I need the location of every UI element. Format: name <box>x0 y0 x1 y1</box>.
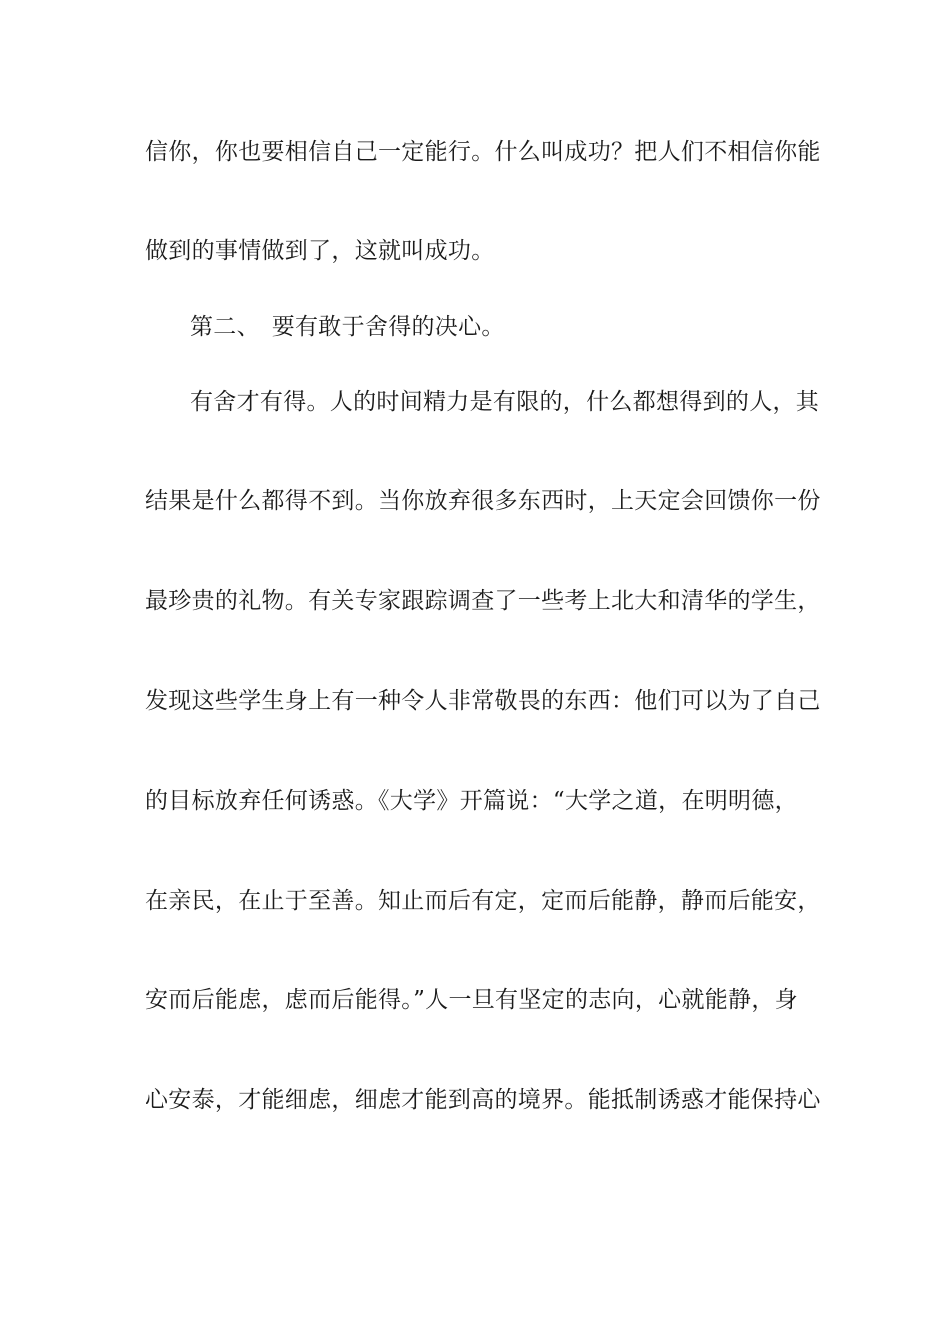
paragraph-line: 最珍贵的礼物。有关专家跟踪调查了一些考上北大和清华的学生， <box>145 588 821 614</box>
section-heading: 第二、 要有敢于舍得的决心。 <box>190 314 505 340</box>
paragraph-line: 安而后能虑，虑而后能得。”人一旦有坚定的志向，心就能静，身 <box>145 987 798 1013</box>
paragraph-line: 发现这些学生身上有一种令人非常敬畏的东西：他们可以为了自己 <box>145 688 821 714</box>
paragraph-line: 的目标放弃任何诱惑。《大学》开篇说：“大学之道，在明明德， <box>145 788 798 814</box>
paragraph-line: 做到的事情做到了，这就叫成功。 <box>145 238 495 264</box>
paragraph-line: 有舍才有得。人的时间精力是有限的，什么都想得到的人，其 <box>190 389 820 415</box>
paragraph-line: 结果是什么都得不到。当你放弃很多东西时，上天定会回馈你一份 <box>145 488 821 514</box>
paragraph-line: 信你，你也要相信自己一定能行。什么叫成功？把人们不相信你能 <box>145 139 821 165</box>
paragraph-line: 心安泰，才能细虑，细虑才能到高的境界。能抵制诱惑才能保持心 <box>145 1087 821 1113</box>
paragraph-line: 在亲民，在止于至善。知止而后有定，定而后能静，静而后能安， <box>145 888 821 914</box>
